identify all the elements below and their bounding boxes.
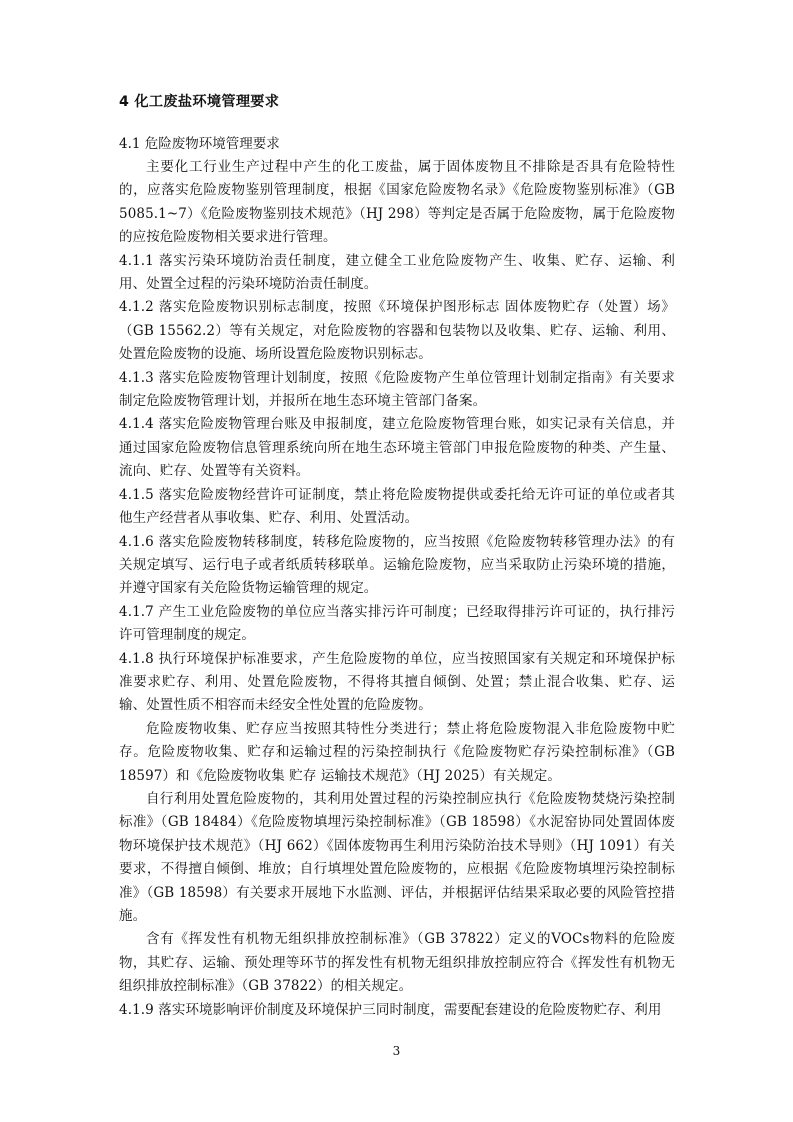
clause-4-1-7: 4.1.7 产生工业危险废物的单位应当落实排污许可制度；已经取得排污许可证的，执行排污许可管理制度的规定。 (119, 603, 675, 644)
clause-4-1-3: 4.1.3 落实危险废物管理计划制度，按照《危险废物产生单位管理计划制定指南》有关要求制定危险废物管理计划，并报所在地生态环境主管部门备案。 (119, 369, 675, 410)
document-page (119, 92, 675, 1022)
clause-4-1-9: 4.1.9 落实环境影响评价制度及环境保护三同时制度，需要配套建设的危险废物贮存、利用 (119, 1001, 662, 1018)
paragraph-self-disposal: 自行利用处置危险废物的，其利用处置过程的污染控制应执行《危险废物焚烧污染控制标准》（GB 18484）《危险废物填埋污染控制标准》（GB 18598）《水泥窑协同处置固体废物环境保护技术规范》（HJ 662）《固体废物再生利用污染防治技术导则》（HJ 1091）有关要求，不得擅自倾倒、堆放；自行填埋处置危险废物的，应根据《危险废物填埋污染控制标准》（GB 18598）有关要求开展地下水监测、评估，并根据评估结果采取必要的风险管控措施。 (119, 790, 675, 924)
section-heading: 4 化工废盐环境管理要求 (119, 94, 280, 110)
clause-4-1-6: 4.1.6 落实危险废物转移制度，转移危险废物的，应当按照《危险废物转移管理办法》的有关规定填写、运行电子或者纸质转移联单。运输危险废物，应当采取防止污染环境的措施，并遵守国家有关危险货物运输管理的规定。 (119, 533, 675, 597)
paragraph-collection-storage: 危险废物收集、贮存应当按照其特性分类进行；禁止将危险废物混入非危险废物中贮存。危险废物收集、贮存和运输过程的污染控制执行《危险废物贮存污染控制标准》（GB 18597）和《危险废物收集 贮存 运输技术规范》（HJ 2025）有关规定。 (119, 720, 675, 784)
paragraph-vocs: 含有《挥发性有机物无组织排放控制标准》（GB 37822）定义的VOCs物料的危险废物，其贮存、运输、预处理等环节的挥发性有机物无组织排放控制应符合《挥发性有机物无组织排放控制标准》（GB 37822）的相关规定。 (119, 931, 675, 995)
clause-4-1-8: 4.1.8 执行环境保护标准要求，产生危险废物的单位，应当按照国家有关规定和环境保护标准要求贮存、利用、处置危险废物，不得将其擅自倾倒、处置；禁止混合收集、贮存、运输、处置性质不相容而未经安全性处置的危险废物。 (119, 650, 675, 714)
page-number: 3 (392, 1044, 401, 1058)
clause-4-1-2: 4.1.2 落实危险废物识别标志制度，按照《环境保护图形标志 固体废物贮存（处置）场》（GB 15562.2）等有关规定，对危险废物的容器和包装物以及收集、贮存、运输、利用、处置危险废物的设施、场所设置危险废物识别标志。 (119, 299, 675, 363)
clause-4-1-1: 4.1.1 落实污染环境防治责任制度，建立健全工业危险废物产生、收集、贮存、运输、利用、处置全过程的污染环境防治责任制度。 (119, 252, 675, 293)
clause-4-1-5: 4.1.5 落实危险废物经营许可证制度，禁止将危险废物提供或委托给无许可证的单位或者其他生产经营者从事收集、贮存、利用、处置活动。 (119, 486, 675, 527)
subsection-heading: 4.1 危险废物环境管理要求 (119, 136, 280, 152)
paragraph-intro: 主要化工行业生产过程中产生的化工废盐，属于固体废物且不排除是否具有危险特性的，应落实危险废物鉴别管理制度，根据《国家危险废物名录》《危险废物鉴别标准》（GB 5085.1~7）《危险废物鉴别技术规范》（HJ 298）等判定是否属于危险废物，属于危险废物的应按危险废物相关要求进行管理。 (119, 159, 675, 246)
clause-4-1-4: 4.1.4 落实危险废物管理台账及申报制度，建立危险废物管理台账，如实记录有关信息，并通过国家危险废物信息管理系统向所在地生态环境主管部门申报危险废物的种类、产生量、流向、贮存、处置等有关资料。 (119, 416, 675, 480)
